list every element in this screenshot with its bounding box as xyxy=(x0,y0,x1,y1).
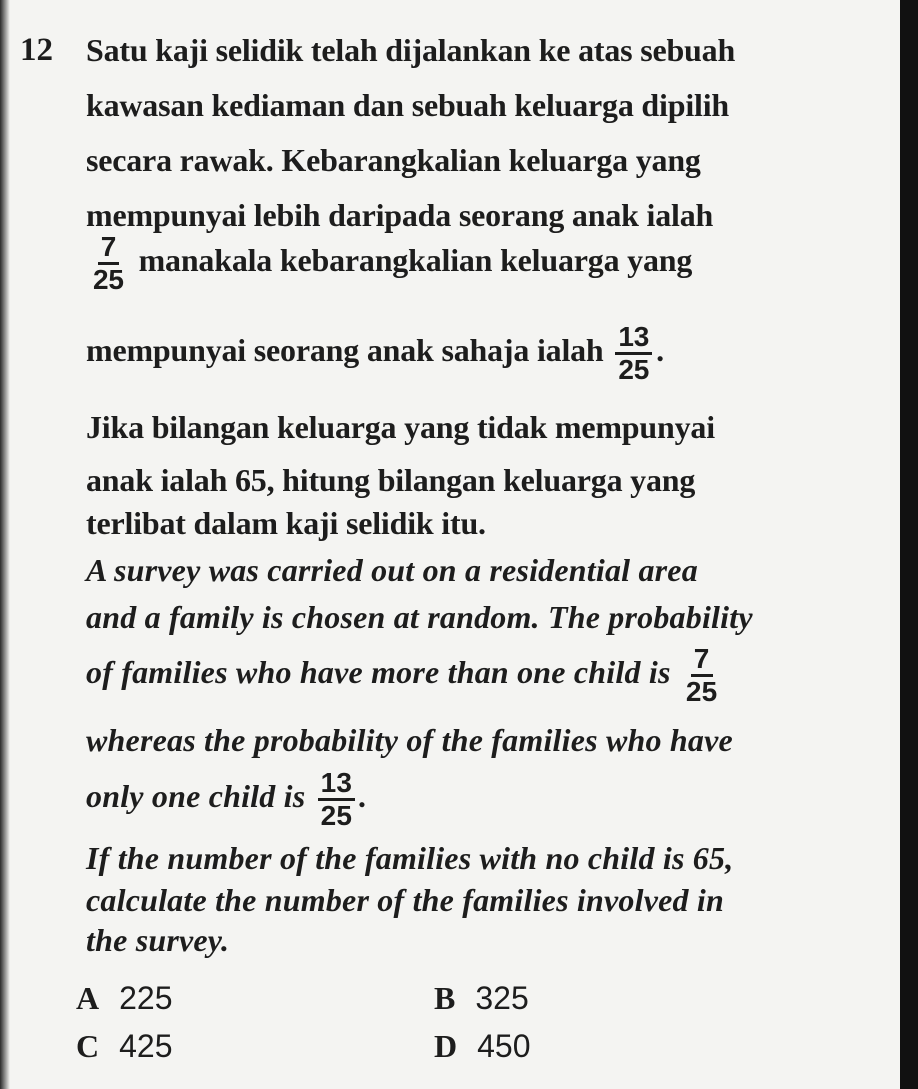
fraction-more-than-one-english xyxy=(683,644,721,707)
english-line-1: A survey was carried out on a residential area xyxy=(86,552,698,588)
malay-line-5 xyxy=(86,232,692,295)
option-b[interactable] xyxy=(434,978,529,1018)
fraction-numerator: 7 xyxy=(98,232,119,265)
english-line-4: whereas the probability of the families who have xyxy=(86,722,733,758)
fraction-denominator: 25 xyxy=(618,354,650,385)
fraction-more-than-one-malay xyxy=(90,232,127,295)
option-letter: A xyxy=(76,980,100,1016)
fraction-numerator: 13 xyxy=(318,768,356,801)
english-line-3 xyxy=(86,644,724,707)
fraction-denominator: 25 xyxy=(320,800,353,831)
fraction-denominator: 25 xyxy=(685,676,718,707)
page-edge-shadow xyxy=(0,0,10,1089)
fraction-only-one-malay xyxy=(615,322,652,385)
english-line-5-period: . xyxy=(359,777,368,814)
english-line-5 xyxy=(86,768,367,831)
fraction-numerator: 13 xyxy=(615,322,652,355)
malay-line-1: Satu kaji selidik telah dijalankan ke atas sebuah xyxy=(86,32,736,68)
question-number: 12 xyxy=(20,32,53,68)
option-letter: B xyxy=(434,980,456,1016)
option-value: 450 xyxy=(477,1028,531,1064)
malay-line-5-text: manakala kebarangkalian keluarga yang xyxy=(138,241,693,278)
malay-line-4: mempunyai lebih daripada seorang anak ialah xyxy=(86,197,714,233)
english-line-3-text: of families who have more than one child is xyxy=(86,653,671,690)
english-line-2: and a family is chosen at random. The probability xyxy=(86,599,753,635)
malay-line-9: terlibat dalam kaji selidik itu. xyxy=(86,505,486,541)
fraction-only-one-english xyxy=(318,768,356,831)
option-letter: D xyxy=(434,1028,458,1064)
english-line-6: If the number of the families with no child is 65, xyxy=(86,840,734,876)
malay-line-3: secara rawak. Kebarangkalian keluarga yang xyxy=(86,142,701,178)
english-line-5-text: only one child is xyxy=(86,777,306,814)
malay-line-6-text: mempunyai seorang anak sahaja ialah xyxy=(86,331,604,368)
malay-line-6-period: . xyxy=(656,331,664,368)
option-value: 325 xyxy=(475,980,529,1016)
malay-line-7: Jika bilangan keluarga yang tidak mempunyai xyxy=(86,409,715,445)
option-letter: C xyxy=(76,1028,100,1064)
malay-line-8: anak ialah 65, hitung bilangan keluarga yang xyxy=(86,462,696,498)
option-value: 225 xyxy=(119,980,173,1016)
english-line-7: calculate the number of the families involved in xyxy=(86,882,725,918)
english-line-8: the survey. xyxy=(86,922,230,958)
option-a[interactable] xyxy=(76,978,173,1018)
fraction-numerator: 7 xyxy=(691,644,713,677)
fraction-denominator: 25 xyxy=(93,264,124,295)
malay-line-2: kawasan kediaman dan sebuah keluarga dipilih xyxy=(86,87,729,123)
malay-line-6 xyxy=(86,322,664,385)
option-d[interactable] xyxy=(434,1026,531,1066)
option-value: 425 xyxy=(119,1028,173,1064)
option-c[interactable] xyxy=(76,1026,173,1066)
